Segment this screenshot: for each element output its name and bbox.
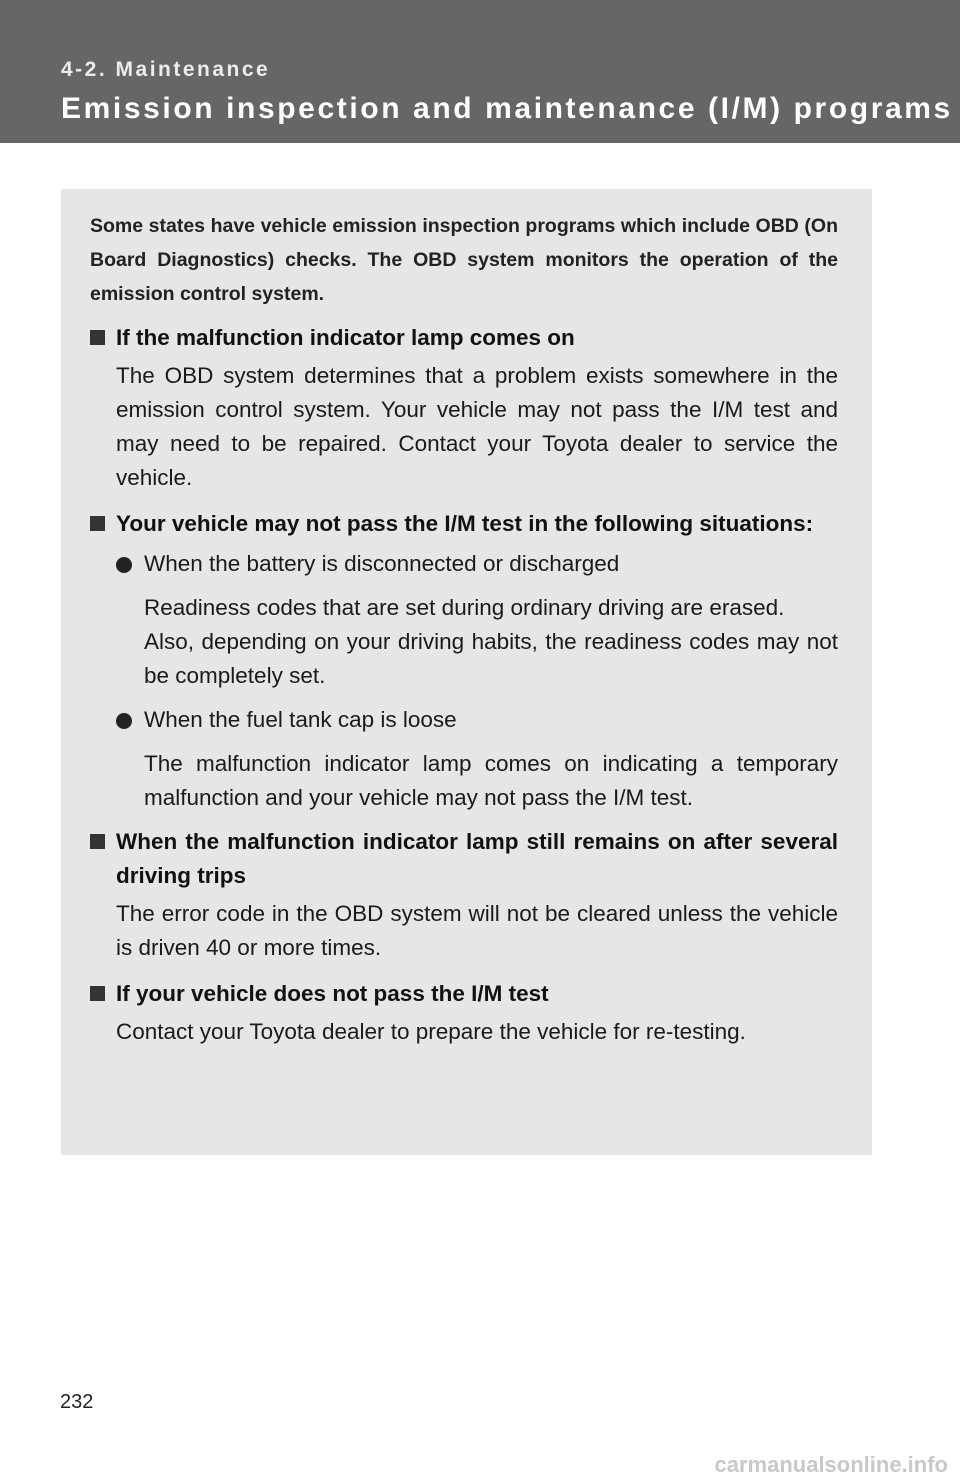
- circle-bullet-icon: [116, 713, 132, 729]
- section-label: 4-2. Maintenance: [61, 58, 271, 81]
- section-not-pass-situations: [90, 507, 838, 815]
- page-header: [0, 0, 960, 143]
- list-item-battery: [116, 547, 838, 693]
- square-bullet-icon: [90, 834, 105, 849]
- square-bullet-icon: [90, 986, 105, 1001]
- section-heading: When the malfunction indicator lamp still remains on after several driving trips: [116, 829, 838, 888]
- section-heading: If the malfunction indicator lamp comes on: [116, 325, 575, 350]
- bullet-text: When the fuel tank cap is loose: [144, 707, 457, 732]
- watermark-text: carmanualsonline.info: [714, 1452, 948, 1477]
- bullet-description: The malfunction indicator lamp comes on indicating a temporary malfunction and your vehicle may not pass the I/M test.: [144, 751, 838, 810]
- section-body: The OBD system determines that a problem exists somewhere in the emission control system. Your vehicle may not pass the I/M test and may need to be repaired. Contact your Toyota dealer to service the vehicle.: [116, 363, 838, 490]
- square-bullet-icon: [90, 516, 105, 531]
- page-number: 232: [60, 1391, 94, 1413]
- square-bullet-icon: [90, 330, 105, 345]
- bullet-text: When the battery is disconnected or discharged: [144, 551, 620, 576]
- section-body: The error code in the OBD system will not be cleared unless the vehicle is driven 40 or more times.: [116, 901, 838, 960]
- section-does-not-pass: [90, 977, 838, 1049]
- circle-bullet-icon: [116, 557, 132, 573]
- bullet-description: Readiness codes that are set during ordinary driving are erased.: [144, 595, 785, 620]
- section-lamp-remains-on: [90, 825, 838, 965]
- intro-text: Some states have vehicle emission inspection programs which include OBD (On Board Diagnostics) checks. The OBD system monitors the operation of the emission control system.: [90, 215, 838, 305]
- section-malfunction-lamp: [90, 321, 838, 495]
- info-panel: [61, 189, 872, 1155]
- section-body: Contact your Toyota dealer to prepare the vehicle for re-testing.: [116, 1019, 746, 1044]
- list-item-fuel-cap: [116, 703, 838, 815]
- section-heading: If your vehicle does not pass the I/M test: [116, 981, 549, 1006]
- page-title: Emission inspection and maintenance (I/M) programs: [61, 92, 953, 125]
- bullet-description: Also, depending on your driving habits, the readiness codes may not be completely set.: [144, 629, 838, 688]
- section-heading: Your vehicle may not pass the I/M test in the following situations:: [116, 511, 814, 536]
